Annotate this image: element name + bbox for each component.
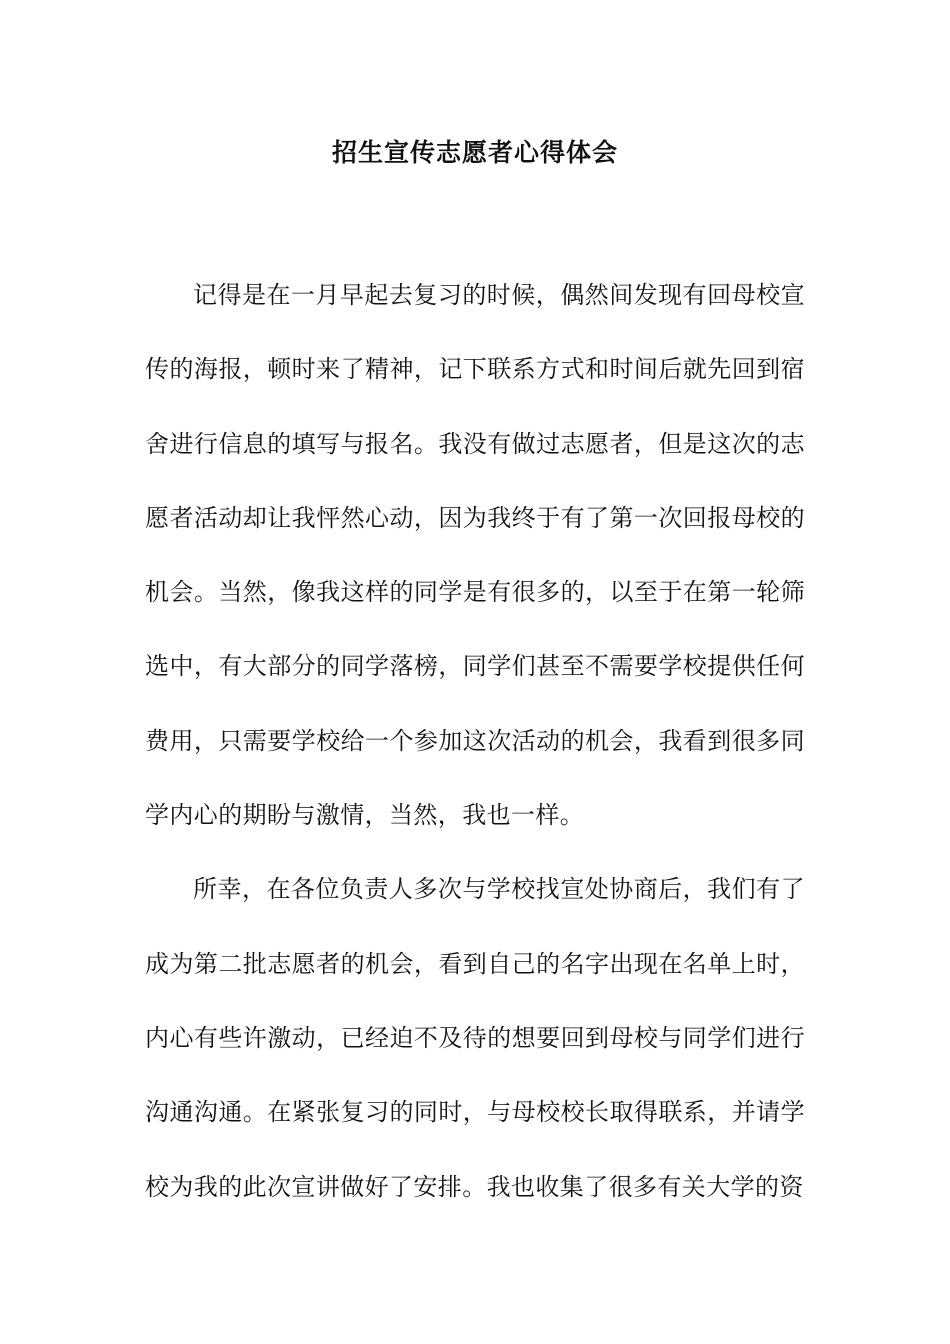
paragraph-1: 记得是在一月早起去复习的时候，偶然间发现有回母校宣传的海报，顿时来了精神，记下联系方式和时间后就先回到宿舍进行信息的填写与报名。我没有做过志愿者，但是这次的志愿者活动却让我怦然心动，因为我终于有了第一次回报母校的机会。当然，像我这样的同学是有很多的，以至于在第一轮筛选中，有大部分的同学落榜，同学们甚至不需要学校提供任何费用，只需要学校给一个参加这次活动的机会，我看到很多同学内心的期盼与激情，当然，我也一样。	[145, 281, 805, 830]
document-title: 招生宣传志愿者心得体会	[331, 138, 618, 167]
document-body	[145, 258, 805, 1224]
paragraph-2: 所幸，在各位负责人多次与学校找宣处协商后，我们有了成为第二批志愿者的机会，看到自己的名字出现在名单上时，内心有些许激动，已经迫不及待的想要回到母校与同学们进行沟通沟通。在紧张复习的同时，与母校校长取得联系，并请学校为我的此次宣讲做好了安排。我也收集了很多有关大学的资	[145, 875, 805, 1201]
